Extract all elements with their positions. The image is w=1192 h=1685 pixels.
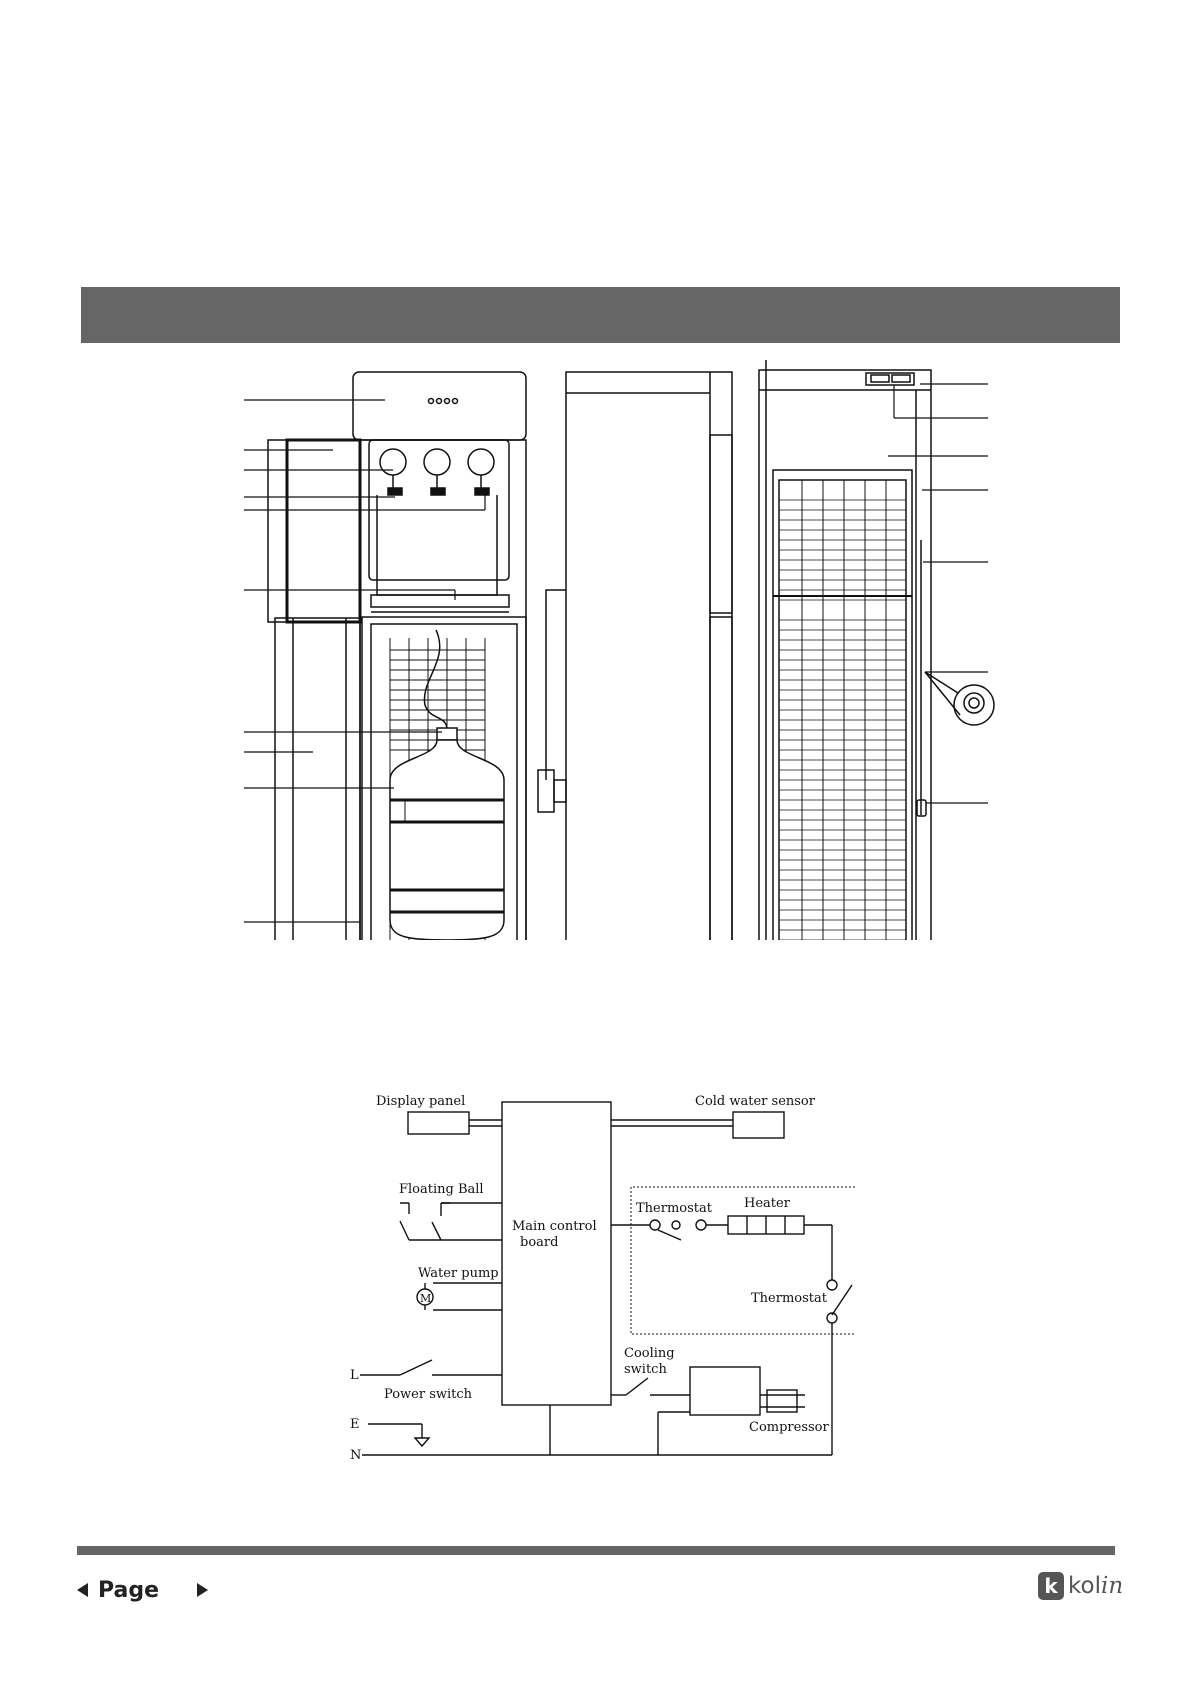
display-panel-label: Display panel	[376, 1094, 466, 1109]
product-parts-diagram	[0, 360, 1192, 940]
cold-water-sensor-label: Cold water sensor	[695, 1094, 815, 1109]
floating-ball-label: Floating Ball	[399, 1182, 484, 1197]
cooling-switch-label-1: Cooling	[624, 1346, 675, 1361]
terminal-l-label: L	[350, 1368, 359, 1383]
power-switch-label: Power switch	[384, 1387, 473, 1402]
main-board-label-1: Main control	[512, 1219, 597, 1234]
ground-icon	[415, 1438, 429, 1446]
footer-rule	[77, 1546, 1115, 1555]
motor-symbol: M	[420, 1292, 432, 1305]
terminal-n-label: N	[350, 1448, 362, 1463]
thermostat-1-label: Thermostat	[636, 1201, 712, 1216]
kolin-logo-icon	[1038, 1570, 1123, 1602]
thermostat-2-label: Thermostat	[751, 1291, 827, 1306]
main-control-board-box	[502, 1102, 611, 1405]
cold-water-sensor-box	[733, 1112, 784, 1138]
side-view	[538, 372, 732, 940]
page-label: Page	[98, 1577, 160, 1603]
compressor-box	[690, 1367, 760, 1415]
logo-badge: k	[1038, 1572, 1064, 1600]
cooling-switch-label-2: switch	[624, 1362, 667, 1377]
front-view	[244, 372, 526, 940]
next-page-arrow-icon[interactable]	[197, 1583, 208, 1597]
prev-page-arrow-icon[interactable]	[77, 1583, 88, 1597]
page-navigation	[77, 1572, 208, 1608]
compressor-label: Compressor	[749, 1420, 829, 1435]
back-view	[759, 360, 994, 940]
brand-name: kolin	[1068, 1573, 1124, 1599]
display-panel-box	[408, 1112, 469, 1134]
terminal-e-label: E	[350, 1417, 360, 1432]
main-board-label-2: board	[520, 1235, 559, 1250]
section-header-bar	[81, 287, 1120, 343]
heater-label: Heater	[744, 1196, 790, 1211]
water-pump-label: Water pump	[418, 1266, 499, 1281]
wiring-diagram	[0, 1080, 1192, 1480]
